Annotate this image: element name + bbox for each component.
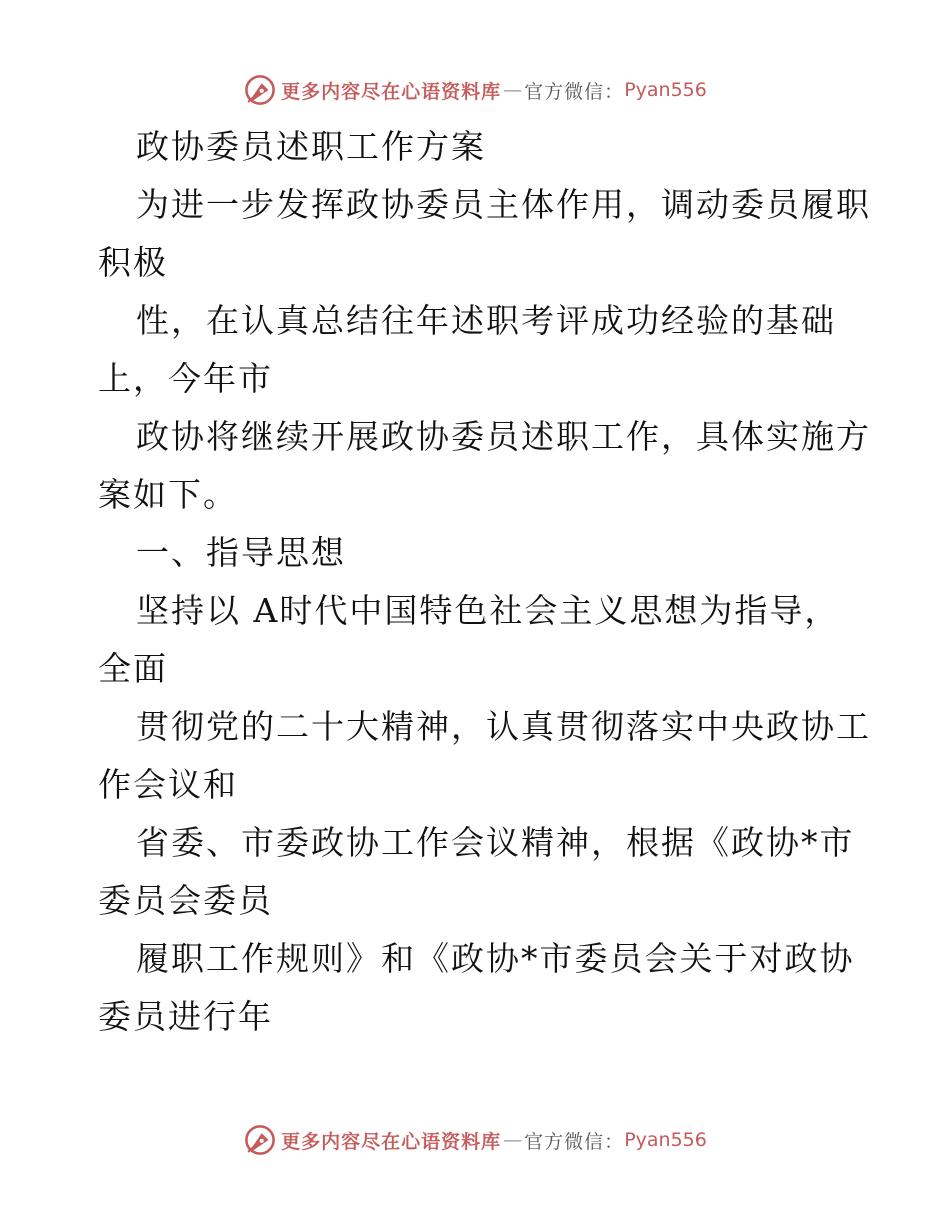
watermark-dash: —	[503, 1129, 523, 1151]
paragraph-line: 为进一步发挥政协委员主体作用，调动委员履职	[136, 185, 871, 224]
document-body	[98, 118, 871, 1046]
fountain-pen-nib-icon	[243, 1123, 277, 1157]
paragraph-line: 委员会委员	[98, 881, 273, 920]
footer-watermark	[0, 1120, 950, 1160]
fountain-pen-nib-icon	[243, 73, 277, 107]
paragraph-line: 省委、市委政协工作会议精神，根据《政协*市	[136, 823, 855, 862]
section-heading: 一、指导思想	[136, 533, 346, 572]
document-title: 政协委员述职工作方案	[136, 127, 486, 166]
paragraph-line: 贯彻党的二十大精神，认真贯彻落实中央政协工	[136, 707, 871, 746]
header-watermark	[0, 70, 950, 110]
paragraph-line: 作会议和	[98, 765, 238, 804]
paragraph-line: 委员进行年	[98, 997, 273, 1036]
watermark-dash: —	[503, 79, 523, 101]
paragraph-line: 全面	[98, 649, 168, 688]
watermark-note: 官方微信：	[524, 1130, 625, 1153]
watermark-wechat-id: Pyan556	[624, 79, 707, 101]
watermark-brand: 更多内容尽在心语资料库	[281, 80, 502, 103]
paragraph-line: 积极	[98, 243, 168, 282]
paragraph-line: 政协将继续开展政协委员述职工作，具体实施方	[136, 417, 871, 456]
paragraph-line: 履职工作规则》和《政协*市委员会关于对政协	[136, 939, 855, 978]
paragraph-line: 坚持以 A时代中国特色社会主义思想为指导，	[136, 591, 840, 630]
paragraph-line: 性，在认真总结往年述职考评成功经验的基础	[136, 301, 836, 340]
paragraph-line: 上，今年市	[98, 359, 273, 398]
watermark-wechat-id: Pyan556	[624, 1129, 707, 1151]
watermark-note: 官方微信：	[524, 80, 625, 103]
watermark-brand: 更多内容尽在心语资料库	[281, 1130, 502, 1153]
paragraph-line: 案如下。	[98, 475, 238, 514]
